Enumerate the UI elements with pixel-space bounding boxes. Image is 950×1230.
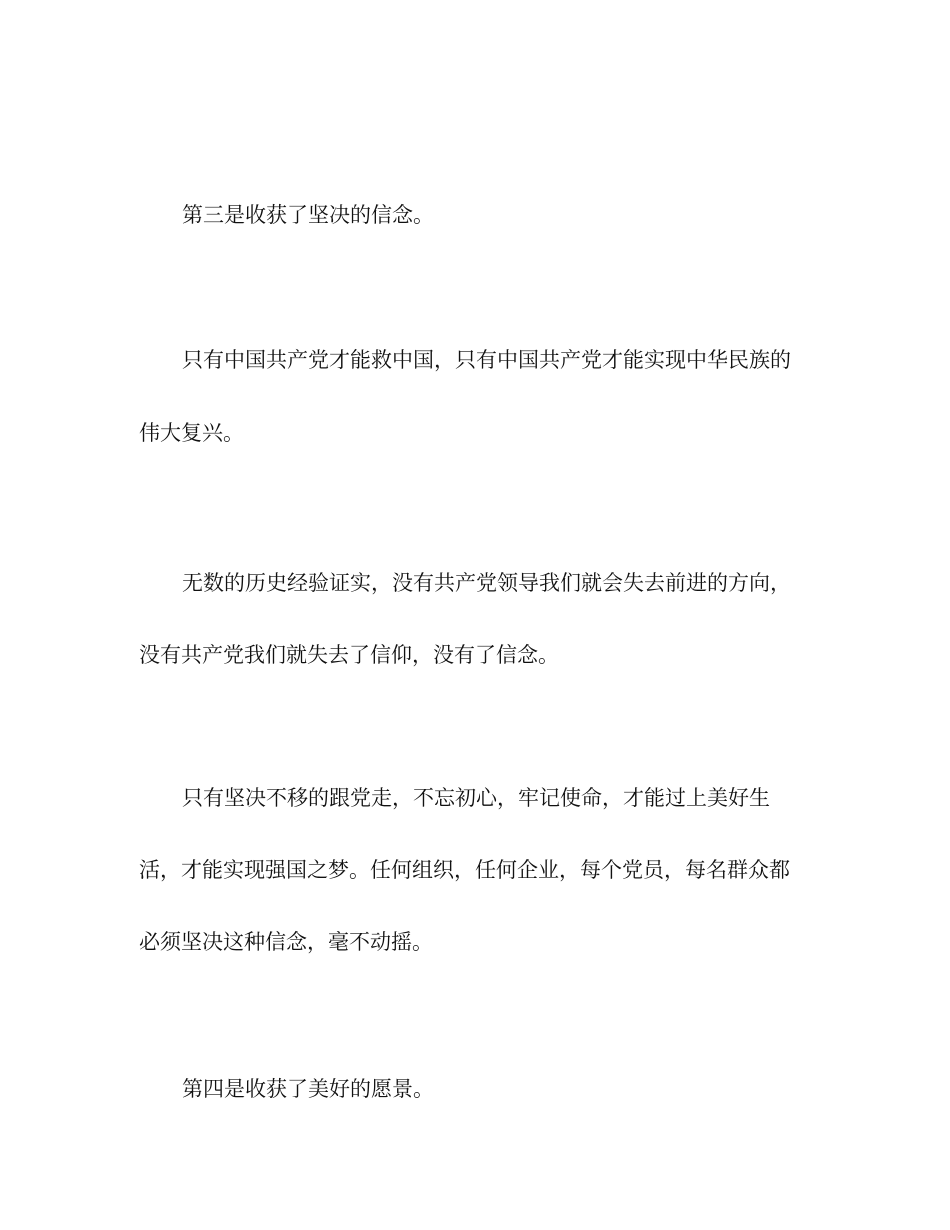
paragraph-3-line-2: 没有共产党我们就失去了信仰，没有了信念。 <box>139 643 559 667</box>
paragraph-2-line-1: 只有中国共产党才能救中国，只有中国共产党才能实现中华民族的 <box>182 348 791 372</box>
paragraph-5-line-1: 第四是收获了美好的愿景。 <box>182 1077 434 1101</box>
paragraph-4-line-1: 只有坚决不移的跟党走，不忘初心，牢记使命，才能过上美好生 <box>182 786 770 810</box>
paragraph-1-line-1: 第三是收获了坚决的信念。 <box>182 203 434 227</box>
paragraph-4-line-3: 必须坚决这种信念，毫不动摇。 <box>139 930 433 954</box>
paragraph-2-line-2: 伟大复兴。 <box>139 421 244 445</box>
paragraph-3-line-1: 无数的历史经验证实，没有共产党领导我们就会失去前进的方向， <box>182 571 791 595</box>
paragraph-4-line-2: 活，才能实现强国之梦。任何组织，任何企业，每个党员，每名群众都 <box>139 858 790 882</box>
